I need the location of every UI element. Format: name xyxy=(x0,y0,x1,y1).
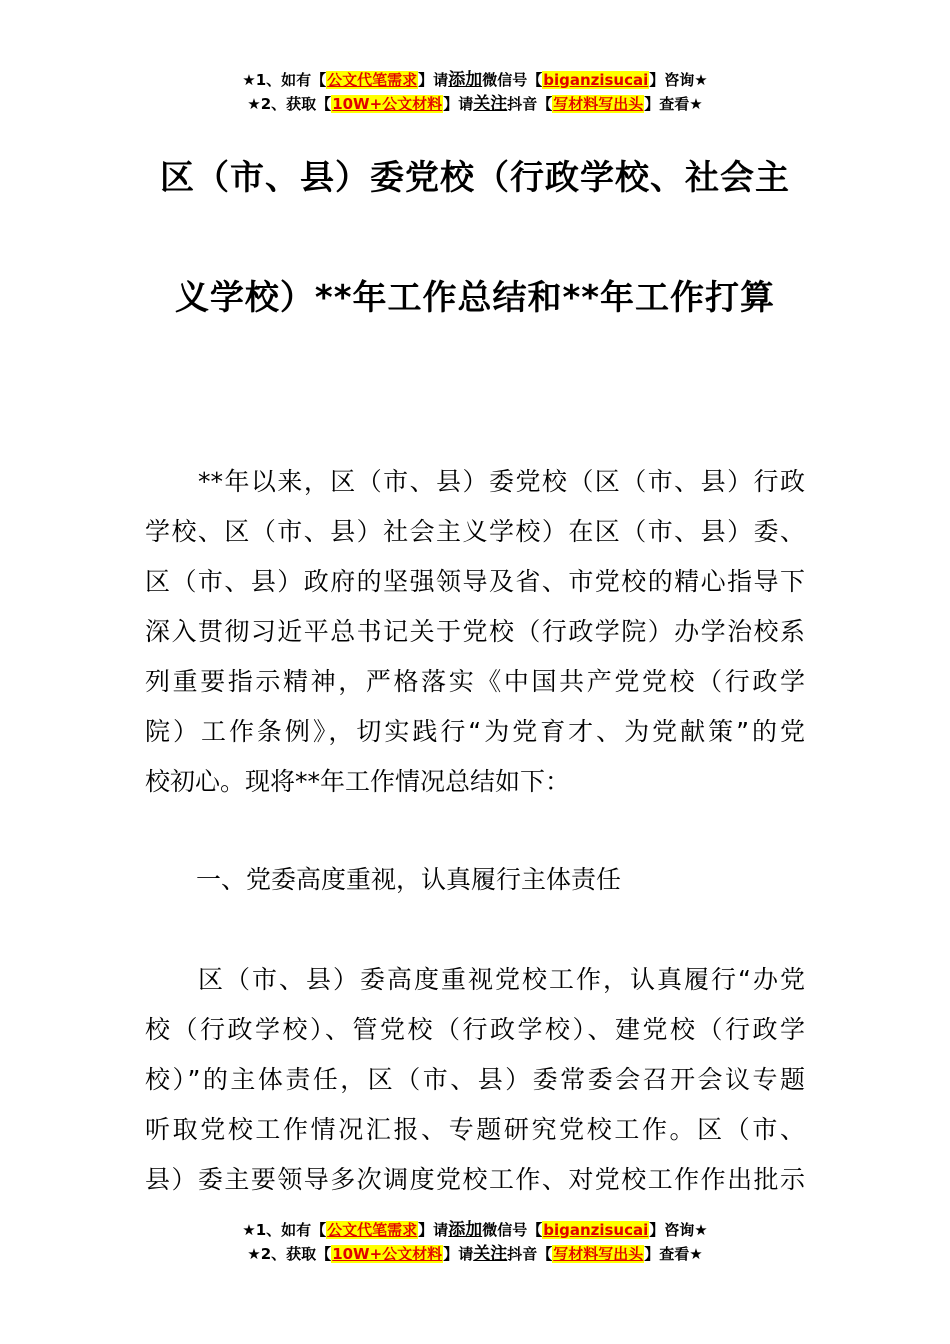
text-line: 区（市、县）政府的坚强领导及省、市党校的精心指导下 xyxy=(145,567,805,596)
section-heading-1: 一、党委高度重视，认真履行主体责任 xyxy=(196,865,622,894)
text-line: 深入贯彻习近平总书记关于党校（行政学院）办学治校系 xyxy=(145,617,805,646)
banner-emphasis: 关注 xyxy=(473,1244,508,1264)
text-line: 列重要指示精神，严格落实《中国共产党党校（行政学 xyxy=(145,667,805,696)
banner-emphasis: 关注 xyxy=(473,94,508,114)
banner-emphasis: 添加 xyxy=(448,1220,483,1240)
document-title-line-1: 区（市、县）委党校（行政学校、社会主 xyxy=(160,158,790,198)
banner-highlight: 写材料写出头 xyxy=(553,1245,644,1263)
banner-emphasis: 添加 xyxy=(448,70,483,90)
banner-text: 】请 xyxy=(418,71,449,89)
text-line: 院）工作条例》，切实践行“为党育才、为党献策”的党 xyxy=(145,717,805,746)
text-line: 校）”的主体责任，区（市、县）委常委会召开会议专题 xyxy=(145,1065,805,1094)
header-banner xyxy=(0,68,950,116)
banner-text: 】咨询★ xyxy=(649,1221,708,1239)
banner-text: ★2、获取【 xyxy=(247,95,332,113)
text-line: 县）委主要领导多次调度党校工作、对党校工作作出批示 xyxy=(145,1165,805,1194)
banner-text: ★2、获取【 xyxy=(247,1245,332,1263)
text-line: 学校、区（市、县）社会主义学校）在区（市、县）委、 xyxy=(145,517,805,546)
banner-text: 微信号【 xyxy=(482,1221,543,1239)
banner-text: 】咨询★ xyxy=(649,71,708,89)
banner-line-2 xyxy=(0,92,950,116)
text-line: **年以来，区（市、县）委党校（区（市、县）行政 xyxy=(198,467,805,496)
banner-text: ★1、如有【 xyxy=(242,71,327,89)
paragraph-2 xyxy=(145,955,805,1205)
banner-text: 抖音【 xyxy=(507,95,553,113)
paragraph-1 xyxy=(145,457,805,807)
text-line: 校（行政学校）、管党校（行政学校）、建党校（行政学 xyxy=(145,1015,805,1044)
banner-highlight: 写材料写出头 xyxy=(553,95,644,113)
banner-highlight: biganzisucai xyxy=(543,1221,649,1239)
banner-highlight: 10W+公文材料 xyxy=(332,1245,443,1263)
banner-highlight: biganzisucai xyxy=(543,71,649,89)
text-line: 校初心。现将**年工作情况总结如下： xyxy=(145,767,571,796)
document-title-line-2: 义学校）**年工作总结和**年工作打算 xyxy=(174,278,776,318)
banner-text: 】查看★ xyxy=(644,95,703,113)
banner-text: 抖音【 xyxy=(507,1245,553,1263)
text-line: 听取党校工作情况汇报、专题研究党校工作。区（市、 xyxy=(145,1115,805,1144)
banner-text: 微信号【 xyxy=(482,71,543,89)
banner-highlight: 公文代笔需求 xyxy=(327,71,418,89)
banner-highlight: 公文代笔需求 xyxy=(327,1221,418,1239)
banner-text: 】请 xyxy=(418,1221,449,1239)
banner-text: 】查看★ xyxy=(644,1245,703,1263)
banner-text: ★1、如有【 xyxy=(242,1221,327,1239)
banner-text: 】请 xyxy=(443,1245,474,1263)
banner-line-1 xyxy=(0,1218,950,1242)
banner-line-1 xyxy=(0,68,950,92)
banner-text: 】请 xyxy=(443,95,474,113)
text-line: 区（市、县）委高度重视党校工作，认真履行“办党 xyxy=(198,965,805,994)
banner-line-2 xyxy=(0,1242,950,1266)
footer-banner xyxy=(0,1218,950,1266)
banner-highlight: 10W+公文材料 xyxy=(332,95,443,113)
